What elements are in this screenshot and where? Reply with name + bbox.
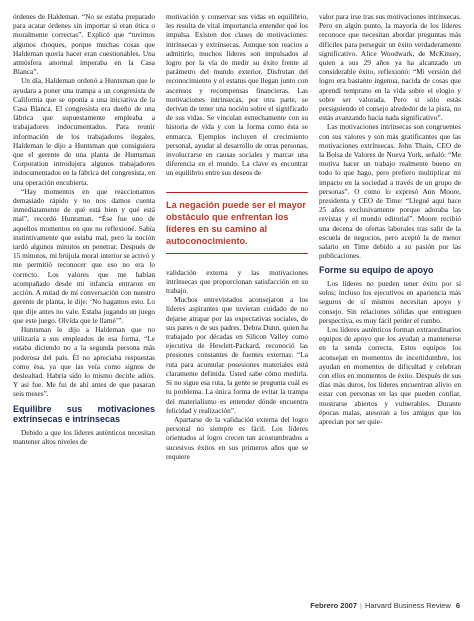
body-paragraph: motivación y conservar sus vidas en equilibrio, les resulta de vital importancia entender qué los impulsa. Existen dos clases de motivaciones: intrínsecas y extrínsecas. Aunque son reacios a admitirlo, muchos líderes son impulsados al logro por la vía de medir su éxito frente al parámetro del mundo exterior. Disfrutan del reconocimiento y el estatus que llegan junto con ascensos y recompensas financieras. Las motivaciones intrínsecas, por otra parte, se derivan de tener una noción sobre el significado de sus vidas. Se vinculan estrechamente con su historia de vida y con la forma como ésta se enmarca. Ejemplos incluyen el crecimiento personal, ayudar al desarrollo de otras personas, involucrarse en causas sociales y marcar una diferencia en el mundo. La clave es encontrar un equilibrio entre sus deseos de xyxy=(166,12,308,178)
body-paragraph: Los líderes auténticos forman extraordinarios equipos de apoyo que los ayudan a mantenerse en la senda correcta. Estos equipos los aconsejan en momentos de incertidumbre, los ayudan en momentos de dificultad y celebran con ellos en momentos de éxito. Después de sus días más duros, los líderes encuentran alivio en estar con personas en las que pueden confiar, mostrarse abiertos y vulnerables. Durante épocas malas, atesoran a los amigos que los aprecian por ser quie- xyxy=(319,325,461,427)
body-paragraph: Apartarse de la validación externa del logro personal no siempre es fácil. Los líderes orientados al logro crecen tan acostumbrados a sucesivos éxitos en sus primeros años que se requiere xyxy=(166,414,308,461)
page-number: 6 xyxy=(455,601,460,610)
body-paragraph: validación externa y las motivaciones intrínsecas que proporcionan satisfacción en su trabajo. xyxy=(166,267,308,296)
body-paragraph: Huntsman le dijo a Haldeman que no utilizaría a sus empleados de esa forma. “Le estaba diciendo no a la segunda persona más poderosa del país. Él no apreciaba respuestas como ésa, ya que las veía como signos de deslealtad. Habría sido lo mismo decirle adiós. Y así fue. Me fui de ahí antes de que pasaran seis meses”. xyxy=(13,324,155,399)
body-paragraph: órdenes de Haldeman. “No se estaba preparado para acatar órdenes sin importar si eran ética o moralmente correctas”. Explicó que “tuvimos algunos choques, porque muchas cosas que Haldeman quería hacer eran cuestionables. Una atmósfera anormal imperaba en la Casa Blanca”. xyxy=(13,12,155,77)
body-paragraph: Un día, Haldeman ordenó a Huntsman que le ayudara a poner una trampa a un congresista de California que se oponía a una iniciativa de la Casa Blanca. El congresista era dueño de una fábrica que supuestamente empleaba a trabajadores indocumentados. Para reunir información de los trabajadores ilegales, Haldeman le dijo a Huntsman que consiguiera que el gerente de una planta de Huntsman Corporation introdujera algunos trabajadores indocumentados en la fábrica del congresista, en una operación encubierta. xyxy=(13,76,155,187)
body-paragraph: Muchos entrevistados aconsejaron a los líderes aspirantes que tuvieran cuidado de no dejarse atrapar por las expectativas sociales, de sus pares o de sus padres. Debra Dunn, quien ha trabajado por décadas en Silicon Valley como ejecutiva de Hewlett-Packard, reconoció las presiones constantes de fuentes externas: “La ruta para acumular posesiones materiales está claramente definida. Usted sabe cómo medirla. Si no sigue esa ruta, la gente se pregunta cuál es tu problema. La única forma de evitar la trampa del materialismo es entender dónde encuentra felicidad y realización”. xyxy=(166,295,308,415)
footer-separator: | xyxy=(360,601,362,610)
body-paragraph: “Hay momentos en que reaccionamos demasiado rápido y no nos damos cuenta inmediatamente de qué está bien y qué está mal”, recordó Huntsman. “Ése fue uno de aquellos momentos en que no reflexioné. Sabía instintivamente que estaba mal, pero la noción tardó algunos minutos en penetrar. Después de 15 minutos, mi brújula moral interior se activó y me permitió reconocer que eso no era lo correcto. Los valores que me habían acompañado desde mi infancia entraron en acción. A mitad de mi conversación con nuestro gerente de planta, le dije: ‘No hagamos esto. Lo que dije antes no vale. Estaba jugando un juego que este juego. Olvida que le llamé’”. xyxy=(13,186,155,325)
footer-publication: Harvard Business Review xyxy=(364,601,451,610)
section-heading-motivations: Equilibre sus motivaciones extrínsecas e intrínsecas xyxy=(13,403,155,425)
column-2 xyxy=(166,12,308,461)
body-paragraph: Los líderes no pueden tener éxito por sí solos; incluso los ejecutivos en apariencia más seguros de sí mismos necesitan apoyo y consejo. Sin relaciones sólidas que entreguen perspectiva, es muy fácil perder el rumbo. xyxy=(319,278,461,325)
body-paragraph: Las motivaciones intrínsecas son congruentes con sus valores y son más gratificantes que las motivaciones extrínsecas. John Thain, CEO de la Bolsa de Valores de Nueva York, señaló: “Me motiva hacer un trabajo realmente bueno en todo lo que hago, pero prefiero multiplicar mi impacto en la sociedad a través de un grupo de personas”. O como lo expresó Ann Moore, presidenta y CEO de Time: “Llegué aquí hace 25 años exclusivamente porque adoraba las revistas y el mundo editorial”. Moore recibió una decena de ofertas laborales tras salir de la escuela de negocios, pero aceptó la de menor salario en Time debido a su pasión por las publicaciones. xyxy=(319,122,461,261)
column-3 xyxy=(319,12,461,426)
body-paragraph: Debido a que los líderes auténticos necesitan mantener altos niveles de xyxy=(13,427,155,446)
page-footer xyxy=(310,601,460,610)
column-1 xyxy=(13,12,155,446)
pull-quote: La negación puede ser el mayor obstáculo que enfrentan los líderes en su camino al autoconocimiento. xyxy=(166,192,308,254)
footer-date: Febrero 2007 xyxy=(310,601,357,610)
section-heading-support-team: Forme su equipo de apoyo xyxy=(319,265,434,276)
body-paragraph: valor para irse tras sus motivaciones intrínsecas. Pero en algún punto, la mayoría de los líderes reconoce que necesitan abordar preguntas más difíciles para perseguir un éxito verdaderamente significativo. Alice Woodwark, de McKinsey, quien a sus 29 años ya ha alcanzado un considerable éxito, reflexionó: “Mi versión del logro era bastante ingenua, nacida de cosas que aprendí temprano en la vida sobre el elogio y sobre ser valorada. Pero si sólo estás persiguiendo el consejo alrededor de la pista, no estás avanzando hacia nada significativo”. xyxy=(319,12,461,123)
